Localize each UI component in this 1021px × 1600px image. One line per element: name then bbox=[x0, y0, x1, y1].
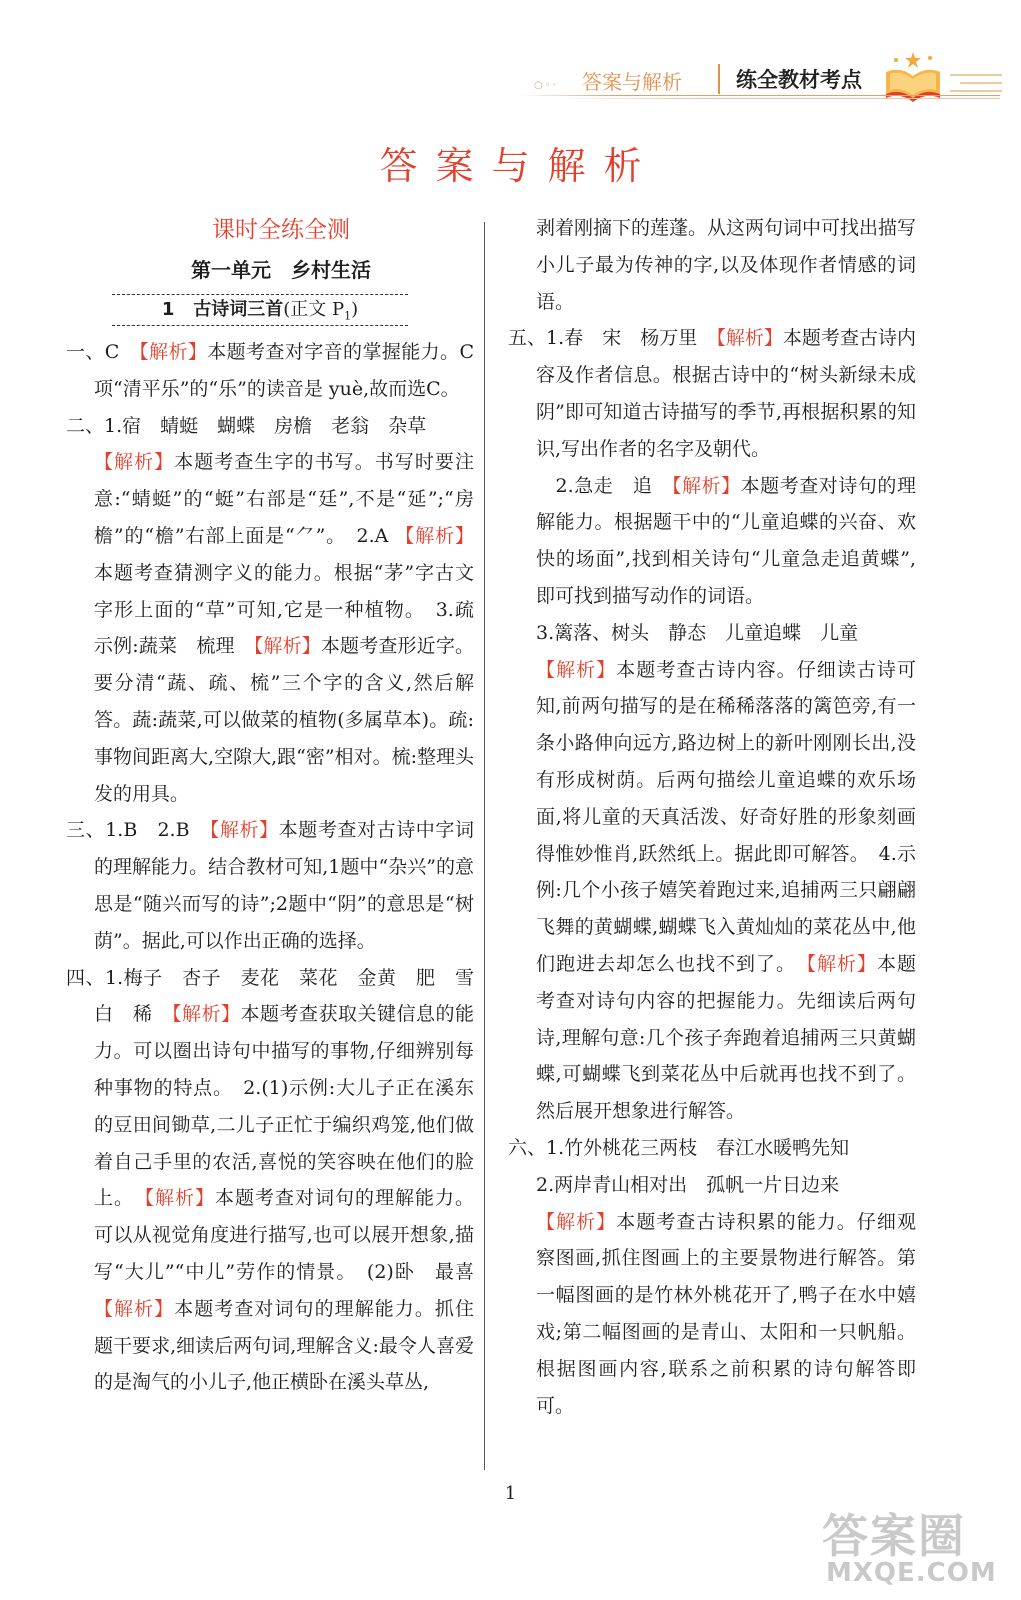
section-title: 课时全练全测 bbox=[212, 217, 350, 243]
answer-item bbox=[66, 444, 494, 812]
lesson-source bbox=[283, 299, 359, 323]
answer-text: 2.急走 追 bbox=[536, 474, 672, 497]
analysis-tag: 【解析】 bbox=[172, 1003, 241, 1026]
page-number: 1 bbox=[504, 1483, 517, 1504]
answer-item bbox=[508, 468, 916, 615]
analysis-tag: 【解析】 bbox=[209, 819, 279, 842]
answer-item bbox=[66, 960, 493, 1402]
answer-text: 本题考查古诗积累的能力。仔细观察图画,抓住图画上的主要景物进行解答。第一幅图画的是竹林外桃花开了,鸭子在水中嬉戏;第二幅图画的是青山、太阳和一只帆船。根据图画内容,联系之前积累的诗句解答即可。 bbox=[536, 1210, 916, 1417]
analysis-tag: 【解析】 bbox=[94, 1297, 175, 1320]
analysis-tag: 【解析】 bbox=[716, 327, 783, 350]
answer-item bbox=[508, 615, 916, 652]
answer-text: 四、1.梅子 杏子 麦花 菜花 金黄 肥 雪白 稀 bbox=[66, 966, 474, 1026]
answer-text: 六、1.竹外桃花三两枝 春江水暖鸭先知 bbox=[508, 1136, 850, 1159]
answer-item bbox=[508, 320, 916, 467]
header-rule bbox=[520, 95, 1000, 96]
answer-text: 本题考查古诗内容。仔细读古诗可知,前两句描写的是在稀稀落落的篱笆旁,有一条小路伸向远方,路边树上的新叶刚刚长出,没有形成树荫。后两句描绘儿童追蝶的欢乐场面,将儿童的天真活泼、好奇好胜的形象刻画得惟妙惟肖,跃然纸上。据此即可解答。 4.示例:几个小孩子嬉笑着跑过来,追捕两三只翩翩飞舞的黄蝴蝶,蝴蝶飞入黄灿灿的菜花丛中,他们跑进去却怎么也找不到了。 bbox=[536, 658, 916, 975]
watermark-url: MXQE.COM bbox=[826, 1558, 997, 1588]
answer-text: 本题考查猜测字义的能力。根据“茅”字古文字形上面的“草”可知,它是一种植物。 3.疏 示例:蔬菜 梳理 bbox=[94, 561, 494, 658]
answer-text: 本题考查对字音的掌握能力。C项“清平乐”的“乐”的读音是 yuè,故而选C。 bbox=[94, 341, 474, 400]
main-title: 答案与解析 bbox=[379, 144, 660, 188]
answer-text: 本题考查对古诗中字词的理解能力。结合教材可知,1题中“杂兴”的意思是“随兴而写的诗”;2题中“阴”的意思是“树荫”。据此,可以作出正确的选择。 bbox=[94, 819, 474, 952]
watermark-text: 答案圈 bbox=[822, 1509, 966, 1563]
watermark-logo bbox=[822, 1500, 1012, 1596]
answer-item bbox=[508, 652, 916, 1130]
analysis-tag: 【解析】 bbox=[536, 658, 617, 681]
analysis-tag: 【解析】 bbox=[806, 952, 877, 975]
analysis-tag: 【解析】 bbox=[671, 474, 741, 497]
answer-item bbox=[508, 1167, 916, 1204]
answer-item bbox=[66, 334, 474, 408]
answer-text: 本题考查生字的书写。书写时要注意:“蜻蜓”的“蜓”右部是“廷”,不是“延”;“房檐”的“檐”右部上面是“⺈”。 2.A bbox=[94, 451, 474, 547]
answer-text: 本题考查对词句的理解能力。抓住题干要求,细读后两句词,理解含义:最令人喜爱的是淘气的小儿子,他正横卧在溪头草丛, bbox=[94, 1297, 474, 1394]
page-header bbox=[520, 58, 1000, 100]
answer-item bbox=[66, 812, 474, 959]
answer-text: 剥着刚摘下的莲蓬。从这两句词中可找出描写小儿子最为传神的字,以及体现作者情感的词语。 bbox=[536, 217, 917, 313]
header-rule-secondary bbox=[560, 98, 1000, 99]
lesson-source-page: 1 bbox=[344, 309, 352, 323]
left-answer-list bbox=[66, 334, 494, 1401]
analysis-tag: 【解析】 bbox=[536, 1210, 617, 1233]
analysis-tag: 【解析】 bbox=[144, 1187, 215, 1210]
answer-text: 本题考查对诗句内容的把握能力。先细读后两句诗,理解句意:几个孩子奔跑着追捕两三只黄蝴蝶,可蝴蝶飞到菜花丛中后就再也找不到了。然后展开想象进行解答。 bbox=[536, 952, 916, 1123]
answer-item bbox=[508, 210, 916, 320]
header-dots-decoration: ○◦· bbox=[534, 80, 558, 91]
answer-item bbox=[508, 1130, 916, 1167]
right-answer-list bbox=[508, 210, 916, 1424]
lesson-source-prefix: (正文 P bbox=[283, 299, 345, 320]
lesson-title: 古诗词三首 bbox=[193, 299, 284, 320]
answer-text: 本题考查古诗内容及作者信息。根据古诗中的“树头新绿未成阴”即可知道古诗描写的季节,再根据积累的知识,写出作者的名字及朝代。 bbox=[536, 327, 916, 460]
answer-text: 3.篱落、树头 静态 儿童追蝶 儿童 bbox=[536, 621, 859, 644]
header-left-label: 答案与解析 bbox=[582, 70, 682, 94]
analysis-tag: 【解析】 bbox=[395, 524, 474, 547]
analysis-tag: 【解析】 bbox=[139, 341, 208, 363]
lesson-source-suffix: ) bbox=[351, 299, 359, 320]
answer-text: 2.两岸青山相对出 孤帆一片日边来 bbox=[536, 1173, 840, 1196]
answer-text: 一、C bbox=[66, 341, 140, 363]
answer-text: 本题考查形近字。要分清“蔬、疏、梳”三个字的含义,然后解答。蔬:蔬菜,可以做菜的植物(多属草本)。疏:事物间距离大,空隙大,跟“密”相对。梳:整理头发的用具。 bbox=[94, 635, 474, 805]
analysis-tag: 【解析】 bbox=[253, 635, 321, 658]
header-right-label: 练全教材考点 bbox=[736, 68, 862, 92]
answer-text: 三、1.B 2.B bbox=[66, 819, 210, 842]
answer-item bbox=[508, 1204, 916, 1425]
analysis-tag: 【解析】 bbox=[94, 451, 175, 474]
right-column bbox=[508, 210, 916, 1424]
answer-item bbox=[66, 408, 474, 445]
answer-text: 本题考查获取关键信息的能力。可以圈出诗句中描写的事物,仔细辨别每种事物的特点。 2.(1)示例:大儿子正在溪东的豆田间锄草,二儿子正忙于编织鸡笼,他们做着自己手里的农活,喜悦的笑容映在他们的脸上。 bbox=[94, 1003, 474, 1210]
answer-text: 本题考查对诗句的理解能力。根据题干中的“儿童追蝶的兴奋、欢快的场面”,找到相关诗句“儿童急走追黄蝶”,即可找到描写动作的词语。 bbox=[536, 474, 916, 607]
answer-text: 二、1.宿 蜻蜓 蝴蝶 房檐 老翁 杂草 bbox=[66, 414, 427, 437]
unit-title: 第一单元 乡村生活 bbox=[191, 258, 371, 282]
header-separator bbox=[718, 64, 720, 94]
answer-text: 本题考查对词句的理解能力。可以从视觉角度进行描写,也可以展开想象,描写“大儿”“中儿”劳作的情景。 (2)卧 最喜 bbox=[94, 1187, 493, 1283]
answer-text: 五、1.春 宋 杨万里 bbox=[508, 327, 717, 350]
left-column bbox=[66, 210, 494, 1401]
lesson-number: 1 bbox=[161, 299, 175, 320]
lesson-heading bbox=[112, 294, 408, 326]
